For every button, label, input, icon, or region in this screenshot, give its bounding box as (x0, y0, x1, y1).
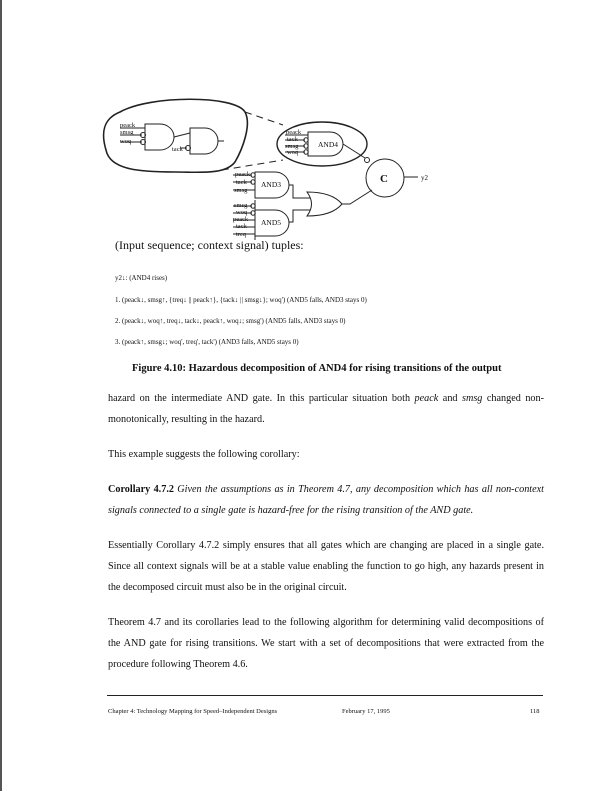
svg-text:woq: woq (287, 149, 299, 156)
circuit-diagram (0, 0, 612, 250)
footer-date: February 17, 1995 (342, 708, 390, 715)
svg-text:tack: tack (236, 223, 247, 230)
tuple-1: 1. (peack↓, smsg↑, {treq↓ || peack↑}, {tack↓ || smsg↓}; woq') (AND5 falls, AND3 stays 0) (115, 296, 367, 304)
svg-text:tack: tack (236, 179, 247, 186)
svg-text:woq: woq (120, 138, 132, 145)
svg-text:tack: tack (172, 146, 183, 153)
svg-text:smsg: smsg (234, 202, 248, 209)
paragraph-4: Theorem 4.7 and its corollaries lead to the following algorithm for determining valid decompositions of the AND gate for rising transitions. We start with a set of decompositions that were extracted from the procedure following Theorem 4.6. (108, 617, 544, 670)
and4-label: AND4 (318, 140, 338, 149)
paragraph-3: Essentially Corollary 4.7.2 simply ensures that all gates which are changing are placed in a single gate. Since all context signals will be at a stable value enabling the function to go high, any hazards present in the decomposed circuit must also be in the original circuit. (108, 540, 544, 593)
c-element-label: C (380, 173, 388, 185)
corollary: Corollary 4.7.2 Given the assumptions as in Theorem 4.7, any decomposition which has all non-context signals connected to a single gate is hazard-free for the rising transition of the AND gate. (108, 484, 544, 516)
svg-text:treq: treq (236, 231, 247, 238)
svg-text:smsg: smsg (120, 129, 134, 136)
svg-text:smsg: smsg (234, 187, 248, 194)
tuple-2: 2. (peack↓, woq↑, treq↓, tack↓, peack↑, woq↓; smsg') (AND5 falls, AND3 stays 0) (115, 317, 346, 325)
corollary-label: Corollary 4.7.2 (108, 484, 174, 495)
output-label: y2 (421, 174, 428, 182)
paragraph-1: hazard on the intermediate AND gate. In this particular situation both peack and smsg changed non-monotonically, resulting in the hazard. (108, 393, 544, 425)
svg-text:smsg: smsg (285, 143, 299, 150)
paragraph-2: This example suggests the following corollary: (108, 449, 300, 460)
event-line: y2↓: (AND4 rises) (115, 274, 168, 282)
svg-text:peack: peack (233, 216, 249, 223)
footer-rule (107, 695, 543, 696)
figure-caption: Figure 4.10: Hazardous decomposition of AND4 for rising transitions of the output (132, 363, 502, 374)
svg-text:peack: peack (235, 171, 251, 178)
svg-text:peack: peack (120, 122, 136, 129)
svg-text:tack: tack (287, 136, 298, 143)
and5-label: AND5 (261, 218, 281, 227)
tuple-3: 3. (peack↑, smsg↓; woq', treq', tack') (AND3 falls, AND5 stays 0) (115, 338, 299, 346)
footer-chapter: Chapter 4: Technology Mapping for Speed–Independent Designs (108, 708, 278, 715)
body-text (108, 388, 544, 675)
tuples-heading: (Input sequence; context signal) tuples: (115, 238, 304, 252)
svg-text:peack: peack (286, 129, 302, 136)
and3-label: AND3 (261, 180, 281, 189)
svg-text:woq: woq (236, 209, 248, 216)
footer-page-number: 118 (530, 708, 540, 715)
